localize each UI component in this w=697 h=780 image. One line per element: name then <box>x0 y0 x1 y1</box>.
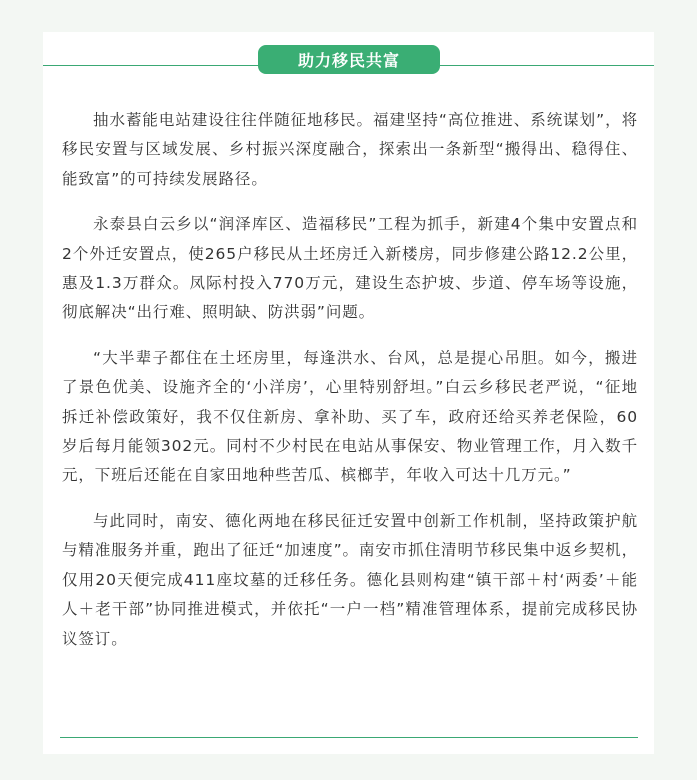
paragraph-quote: “大半辈子都住在土坯房里，每逢洪水、台风，总是提心吊胆。如今，搬进了景色优美、设施齐全的‘小洋房’，心里特别舒坦。”白云乡移民老严说，“征地拆迁补偿政策好，我不仅住新房、拿补助、买了车，政府还给买养老保险，60岁后每月能领302元。同村不少村民在电站从事保安、物业管理工作，月入数千元，下班后还能在自家田地种些苦瓜、槟榔芋，年收入可达十几万元。” <box>62 348 638 485</box>
article-body <box>62 106 638 670</box>
paragraph-yongtai: 永泰县白云乡以“润泽库区、造福移民”工程为抓手，新建4个集中安置点和2个外迁安置点，使265户移民从土坯房迁入新楼房，同步修建公路12.2公里，惠及1.3万群众。凤际村投入770万元，建设生态护坡、步道、停车场等设施，彻底解决“出行难、照明缺、防洪弱”问题。 <box>62 215 638 322</box>
paragraph-nanan-dehua: 与此同时，南安、德化两地在移民征迁安置中创新工作机制，坚持政策护航与精准服务并重，跑出了征迁“加速度”。南安市抓住清明节移民集中返乡契机，仅用20天便完成411座坟墓的迁移任务。德化县则构建“镇干部＋村‘两委’＋能人＋老干部”协同推进模式，并依托“一户一档”精准管理体系，提前完成移民协议签订。 <box>62 511 638 648</box>
footer-divider <box>60 737 638 738</box>
paragraph-intro: 抽水蓄能电站建设往往伴随征地移民。福建坚持“高位推进、系统谋划”，将移民安置与区域发展、乡村振兴深度融合，探索出一条新型“搬得出、稳得住、能致富”的可持续发展路径。 <box>62 111 638 188</box>
section-title: 助力移民共富 <box>258 45 440 74</box>
